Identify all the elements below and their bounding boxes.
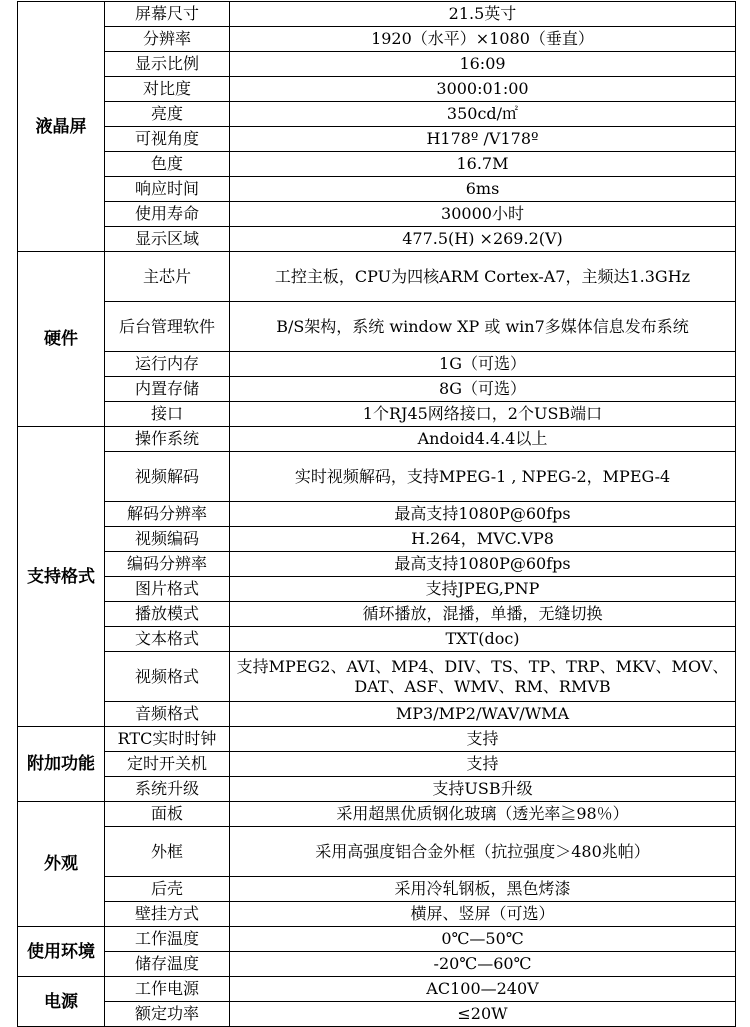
table-row xyxy=(18,577,736,602)
param-value: Andoid4.4.4以上 xyxy=(230,427,736,452)
param-label: 显示区域 xyxy=(105,227,230,252)
table-row xyxy=(18,527,736,552)
param-label: 面板 xyxy=(105,802,230,827)
param-label: 图片格式 xyxy=(105,577,230,602)
table-row xyxy=(18,427,736,452)
param-label: 编码分辨率 xyxy=(105,552,230,577)
param-label: 可视角度 xyxy=(105,127,230,152)
table-row xyxy=(18,27,736,52)
param-value: 21.5英寸 xyxy=(230,2,736,27)
param-value: 最高支持1080P@60fps xyxy=(230,502,736,527)
param-value: AC100—240V xyxy=(230,977,736,1002)
group-label-hardware: 硬件 xyxy=(18,252,105,427)
param-value: 采用高强度铝合金外框（抗拉强度＞480兆帕） xyxy=(230,827,736,877)
table-row xyxy=(18,352,736,377)
param-value: 支持MPEG2、AVI、MP4、DIV、TS、TP、TRP、MKV、MOV、DAT、ASF、WMV、RM、RMVB xyxy=(230,652,736,702)
group-label-environment: 使用环境 xyxy=(18,927,105,977)
param-value: TXT(doc) xyxy=(230,627,736,652)
group-label-extras: 附加功能 xyxy=(18,727,105,802)
param-value: H.264，MVC.VP8 xyxy=(230,527,736,552)
table-row xyxy=(18,977,736,1002)
param-label: 储存温度 xyxy=(105,952,230,977)
table-row xyxy=(18,252,736,302)
param-label: 屏幕尺寸 xyxy=(105,2,230,27)
param-label: 内置存储 xyxy=(105,377,230,402)
group-label-lcd: 液晶屏 xyxy=(18,2,105,252)
table-row xyxy=(18,777,736,802)
param-value: 采用冷轧钢板，黑色烤漆 xyxy=(230,877,736,902)
table-row xyxy=(18,602,736,627)
param-value: 6ms xyxy=(230,177,736,202)
param-label: 后壳 xyxy=(105,877,230,902)
group-label-power: 电源 xyxy=(18,977,105,1027)
group-label-formats: 支持格式 xyxy=(18,427,105,727)
table-row xyxy=(18,652,736,702)
table-row xyxy=(18,377,736,402)
param-value: 支持 xyxy=(230,727,736,752)
table-row xyxy=(18,1002,736,1027)
param-value: 工控主板，CPU为四核ARM Cortex-A7，主频达1.3GHz xyxy=(230,252,736,302)
param-label: 文本格式 xyxy=(105,627,230,652)
param-value: 支持USB升级 xyxy=(230,777,736,802)
param-label: 音频格式 xyxy=(105,702,230,727)
param-label: 接口 xyxy=(105,402,230,427)
table-row xyxy=(18,202,736,227)
table-row xyxy=(18,127,736,152)
param-label: 视频格式 xyxy=(105,652,230,702)
spec-table xyxy=(17,1,736,1027)
param-label: 色度 xyxy=(105,152,230,177)
param-label: 工作温度 xyxy=(105,927,230,952)
param-value: 横屏、竖屏（可选） xyxy=(230,902,736,927)
table-row xyxy=(18,152,736,177)
table-row xyxy=(18,102,736,127)
param-value: MP3/MP2/WAV/WMA xyxy=(230,702,736,727)
table-row xyxy=(18,752,736,777)
table-row xyxy=(18,502,736,527)
param-value: 支持JPEG,PNP xyxy=(230,577,736,602)
param-value: -20℃—60℃ xyxy=(230,952,736,977)
table-row xyxy=(18,452,736,502)
param-label: 工作电源 xyxy=(105,977,230,1002)
param-label: 壁挂方式 xyxy=(105,902,230,927)
param-label: 定时开关机 xyxy=(105,752,230,777)
param-label: 解码分辨率 xyxy=(105,502,230,527)
table-row xyxy=(18,877,736,902)
table-row xyxy=(18,177,736,202)
table-row xyxy=(18,952,736,977)
param-value: 实时视频解码，支持MPEG-1 , NPEG-2，MPEG-4 xyxy=(230,452,736,502)
param-value: 477.5(H) ×269.2(V) xyxy=(230,227,736,252)
param-label: 对比度 xyxy=(105,77,230,102)
param-value: 0℃—50℃ xyxy=(230,927,736,952)
table-row xyxy=(18,827,736,877)
param-label: RTC实时时钟 xyxy=(105,727,230,752)
param-label: 分辨率 xyxy=(105,27,230,52)
param-label: 亮度 xyxy=(105,102,230,127)
param-value: 8G（可选） xyxy=(230,377,736,402)
table-row xyxy=(18,77,736,102)
table-row xyxy=(18,302,736,352)
param-label: 外框 xyxy=(105,827,230,877)
table-row xyxy=(18,2,736,27)
table-row xyxy=(18,802,736,827)
table-row xyxy=(18,52,736,77)
table-row xyxy=(18,227,736,252)
table-row xyxy=(18,552,736,577)
param-label: 操作系统 xyxy=(105,427,230,452)
param-value: 1G（可选） xyxy=(230,352,736,377)
param-value: 1920（水平）×1080（垂直） xyxy=(230,27,736,52)
param-value: 350cd/㎡ xyxy=(230,102,736,127)
param-value: H178º /V178º xyxy=(230,127,736,152)
table-row xyxy=(18,702,736,727)
param-value: B/S架构，系统 window XP 或 win7多媒体信息发布系统 xyxy=(230,302,736,352)
param-label: 运行内存 xyxy=(105,352,230,377)
param-value: 16:09 xyxy=(230,52,736,77)
param-label: 视频解码 xyxy=(105,452,230,502)
param-label: 主芯片 xyxy=(105,252,230,302)
param-label: 视频编码 xyxy=(105,527,230,552)
param-value: 1个RJ45网络接口，2个USB端口 xyxy=(230,402,736,427)
group-label-appearance: 外观 xyxy=(18,802,105,927)
param-value: 采用超黑优质钢化玻璃（透光率≧98％） xyxy=(230,802,736,827)
table-row xyxy=(18,627,736,652)
param-label: 播放模式 xyxy=(105,602,230,627)
param-value: 16.7M xyxy=(230,152,736,177)
table-row xyxy=(18,727,736,752)
param-value: 支持 xyxy=(230,752,736,777)
param-value: 3000:01:00 xyxy=(230,77,736,102)
param-label: 系统升级 xyxy=(105,777,230,802)
param-label: 额定功率 xyxy=(105,1002,230,1027)
param-label: 使用寿命 xyxy=(105,202,230,227)
param-label: 显示比例 xyxy=(105,52,230,77)
param-value: ≤20W xyxy=(230,1002,736,1027)
param-value: 循环播放，混播，单播，无缝切换 xyxy=(230,602,736,627)
param-value: 30000小时 xyxy=(230,202,736,227)
param-label: 响应时间 xyxy=(105,177,230,202)
table-row xyxy=(18,902,736,927)
table-row xyxy=(18,927,736,952)
param-value: 最高支持1080P@60fps xyxy=(230,552,736,577)
param-label: 后台管理软件 xyxy=(105,302,230,352)
table-row xyxy=(18,402,736,427)
